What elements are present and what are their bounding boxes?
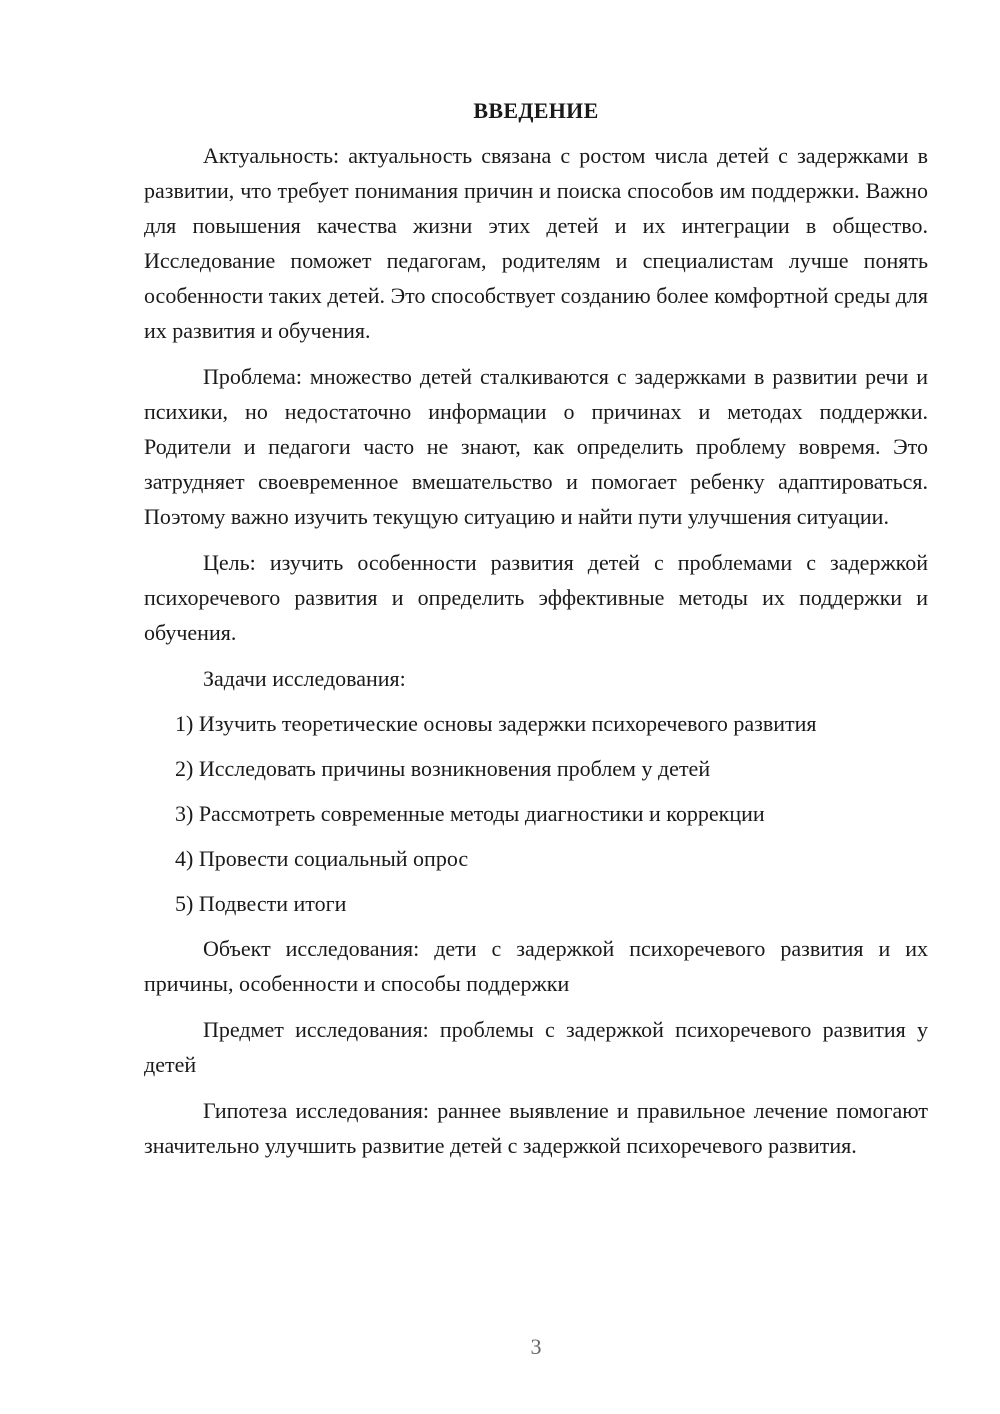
task-item-1: 1) Изучить теоретические основы задержки психоречевого развития	[175, 711, 817, 736]
tasks-heading: Задачи исследования:	[203, 666, 406, 691]
relevance-paragraph: Актуальность: актуальность связана с ростом числа детей с задержками в развитии, что требует понимания причин и поиска способов им поддержки. Важно для повышения качества жизни этих детей и их интеграции в общество. Исследование поможет педагогам, родителям и специалистам лучше понять особенности таких детей. Это способствует созданию более комфортной среды для их развития и обучения.	[144, 143, 928, 343]
subject-paragraph: Предмет исследования: проблемы с задержкой психоречевого развития у детей	[144, 1017, 928, 1077]
goal-paragraph: Цель: изучить особенности развития детей с проблемами с задержкой психоречевого развития и определить эффективные методы их поддержки и обучения.	[144, 550, 928, 645]
section-title: ВВЕДЕНИЕ	[473, 98, 599, 123]
task-item-2: 2) Исследовать причины возникновения проблем у детей	[175, 756, 711, 781]
page-number: 3	[530, 1334, 542, 1359]
page-content	[144, 96, 928, 1174]
task-list	[144, 706, 928, 921]
problem-paragraph: Проблема: множество детей сталкиваются с задержками в развитии речи и психики, но недостаточно информации о причинах и методах поддержки. Родители и педагоги часто не знают, как определить проблему вовремя. Это затрудняет своевременное вмешательство и помогает ребенку адаптироваться. Поэтому важно изучить текущую ситуацию и найти пути улучшения ситуации.	[144, 364, 928, 529]
object-paragraph: Объект исследования: дети с задержкой психоречевого развития и их причины, особенности и способы поддержки	[144, 936, 928, 996]
hypothesis-paragraph: Гипотеза исследования: раннее выявление и правильное лечение помогают значительно улучшить развитие детей с задержкой психоречевого развития.	[144, 1098, 928, 1158]
task-item-4: 4) Провести социальный опрос	[175, 846, 469, 871]
task-item-5: 5) Подвести итоги	[175, 891, 347, 916]
task-item-3: 3) Рассмотреть современные методы диагностики и коррекции	[175, 801, 765, 826]
